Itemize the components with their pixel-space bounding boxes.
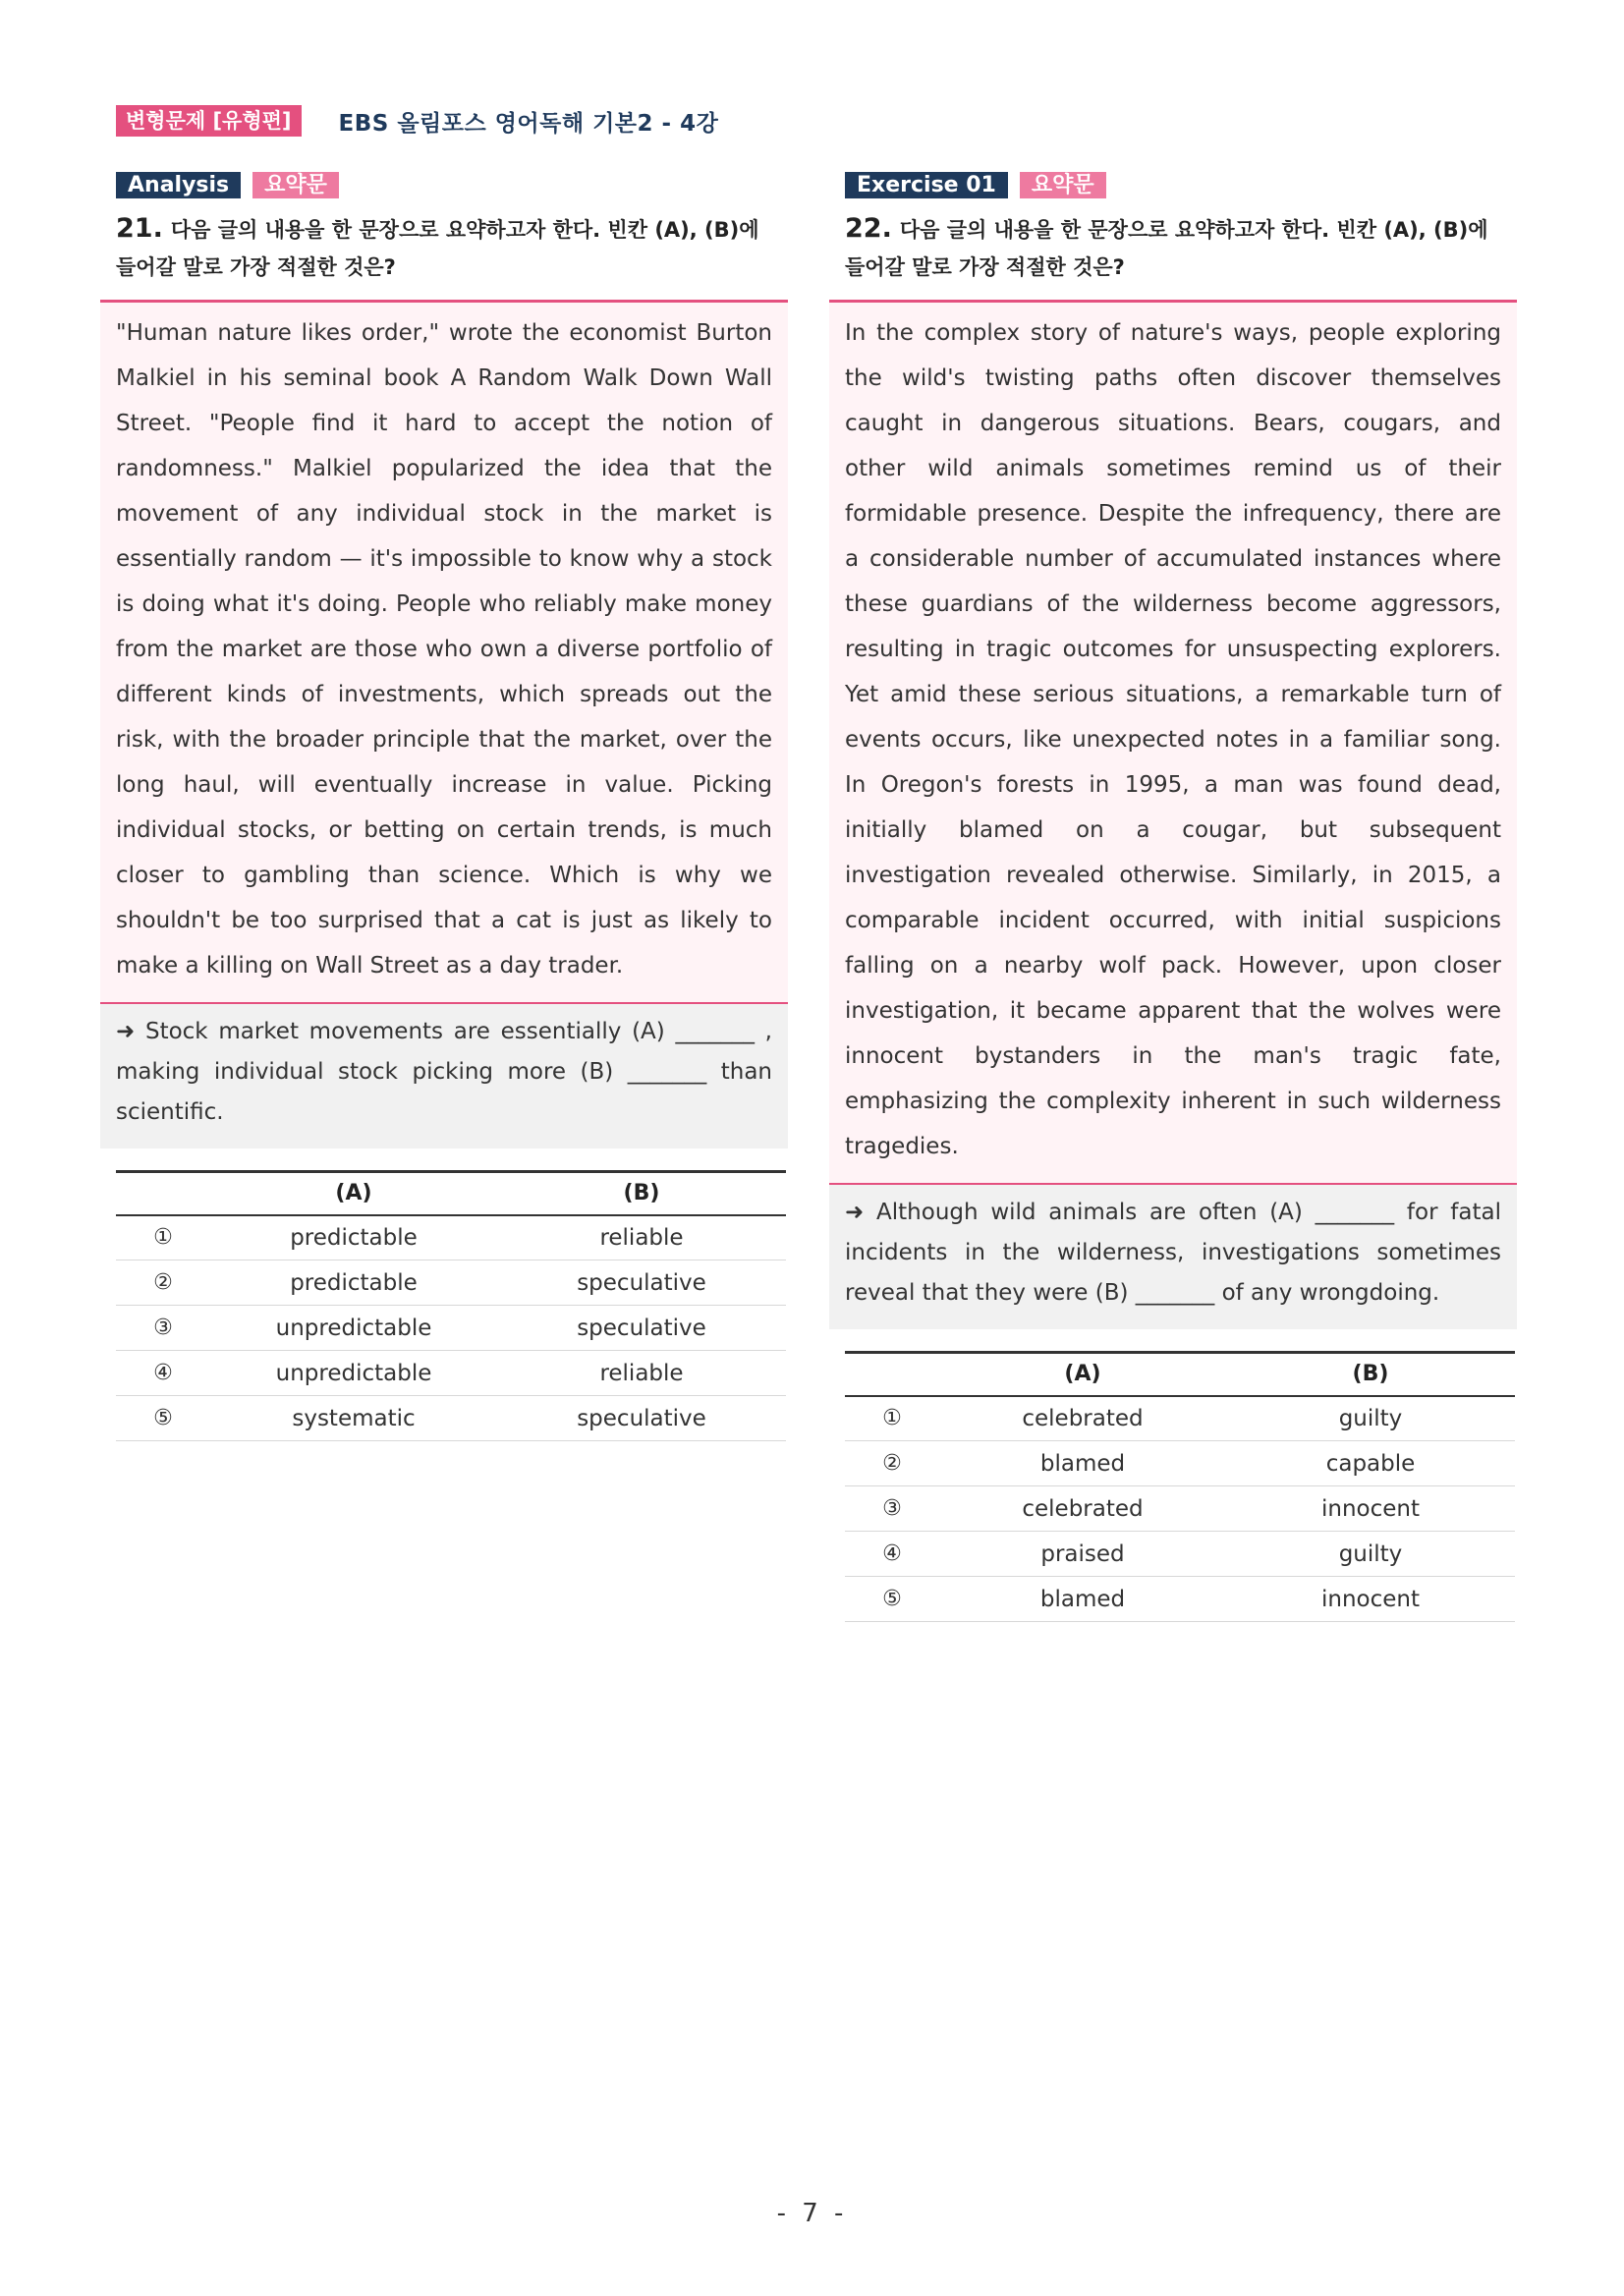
option-b: innocent: [1226, 1486, 1515, 1532]
passage-text: In the complex story of nature's ways, people exploring the wild's twisting paths often discover themselves caught in dangerous situations. Bears, cougars, and other wild animals sometimes remind us of their formidable presence. Despite the infrequency, there are a considerable number of accumulated instances where these guardians of the wilderness become aggressors, resulting in tragic outcomes for unsuspecting explorers. Yet amid these serious situations, a remarkable turn of events occurs, like unexpected notes in a familiar song. In Oregon's forests in 1995, a man was found dead, initially blamed on a cougar, but subsequent investigation revealed otherwise. Similarly, in 2015, a comparable incident occurred, with initial suspicions falling on a nearby wolf pack. However, upon closer investigation, it became apparent that the wolves were innocent bystanders in the man's tragic fate, emphasizing the complexity inherent in such wilderness tragedies.: [845, 320, 1501, 1159]
answer-option-5[interactable]: [116, 1396, 786, 1441]
table-header-row: [845, 1353, 1515, 1396]
option-b: innocent: [1226, 1577, 1515, 1622]
header-number: [116, 1172, 210, 1215]
option-b: guilty: [1226, 1532, 1515, 1577]
option-number: ④: [116, 1351, 210, 1396]
option-number: ②: [845, 1441, 939, 1486]
header-a: (A): [335, 1181, 372, 1206]
option-a: systematic: [210, 1396, 497, 1441]
summary-sentence: ➜ Stock market movements are essentially (A) _______ , making individual stock picking more (B) _______ than scientific.: [116, 1019, 772, 1125]
answer-option-5[interactable]: [845, 1577, 1515, 1622]
header-b: (B): [1352, 1362, 1389, 1387]
summary-box: [100, 1002, 788, 1148]
question-prompt: [845, 210, 1503, 286]
option-b: reliable: [497, 1351, 786, 1396]
answer-option-3[interactable]: [116, 1306, 786, 1351]
option-a: unpredictable: [210, 1351, 497, 1396]
option-a: unpredictable: [210, 1306, 497, 1351]
header-a: (A): [1064, 1362, 1101, 1387]
option-number: ③: [845, 1486, 939, 1532]
exercise-tag: Exercise 01: [845, 172, 1008, 198]
passage-text: "Human nature likes order," wrote the economist Burton Malkiel in his seminal book A Random Walk Down Wall Street. "People find it hard to accept the notion of randomness." Malkiel popularized the idea that the movement of any individual stock in the market is essentially random — it's impossible to know why a stock is doing what it's doing. People who reliably make money from the market are those who own a diverse portfolio of different kinds of investments, which spreads out the risk, with the broader principle that the market, over the long haul, will eventually increase in value. Picking individual stocks, or betting on certain trends, is much closer to gambling than science. Which is why we shouldn't be too surprised that a cat is just as likely to make a killing on Wall Street as a day trader.: [116, 320, 772, 979]
option-number: ①: [116, 1215, 210, 1260]
option-b: capable: [1226, 1441, 1515, 1486]
answer-option-4[interactable]: [116, 1351, 786, 1396]
question-number: 21.: [116, 213, 163, 244]
option-number: ②: [116, 1260, 210, 1306]
header-number: [845, 1353, 939, 1396]
section-badge: 변형문제 [유형편]: [116, 105, 302, 137]
question-tags: [845, 171, 1517, 198]
answer-choices-table: [845, 1351, 1515, 1622]
question-prompt: [116, 210, 774, 286]
option-number: ③: [116, 1306, 210, 1351]
option-b: speculative: [497, 1260, 786, 1306]
option-a: blamed: [939, 1577, 1226, 1622]
answer-option-1[interactable]: [845, 1396, 1515, 1441]
question-21-column: [100, 171, 788, 1441]
option-number: ①: [845, 1396, 939, 1441]
option-b: guilty: [1226, 1396, 1515, 1441]
question-tags: [116, 171, 788, 198]
answer-option-4[interactable]: [845, 1532, 1515, 1577]
page-title: EBS 올림포스 영어독해 기본2 - 4강: [338, 110, 719, 137]
summary-type-tag: 요약문: [252, 172, 339, 198]
question-text: 다음 글의 내용을 한 문장으로 요약하고자 한다. 빈칸 (A), (B)에 들어갈 말로 가장 적절한 것은?: [116, 218, 759, 279]
option-number: ⑤: [845, 1577, 939, 1622]
question-22-column: [829, 171, 1517, 1622]
answer-option-3[interactable]: [845, 1486, 1515, 1532]
answer-option-2[interactable]: [116, 1260, 786, 1306]
option-a: predictable: [210, 1215, 497, 1260]
option-a: blamed: [939, 1441, 1226, 1486]
option-a: celebrated: [939, 1486, 1226, 1532]
page-header: [116, 104, 718, 138]
option-number: ⑤: [116, 1396, 210, 1441]
option-b: speculative: [497, 1396, 786, 1441]
table-header-row: [116, 1172, 786, 1215]
passage-box: [829, 300, 1517, 1183]
option-a: predictable: [210, 1260, 497, 1306]
question-number: 22.: [845, 213, 892, 244]
option-a: celebrated: [939, 1396, 1226, 1441]
option-b: speculative: [497, 1306, 786, 1351]
answer-choices-table: [116, 1170, 786, 1441]
summary-type-tag: 요약문: [1020, 172, 1106, 198]
summary-box: [829, 1183, 1517, 1329]
header-b: (B): [623, 1181, 660, 1206]
answer-option-1[interactable]: [116, 1215, 786, 1260]
page-number: - 7 -: [776, 2199, 848, 2228]
summary-sentence: ➜ Although wild animals are often (A) _______ for fatal incidents in the wilderness, investigations sometimes reveal that they were (B) _______ of any wrongdoing.: [845, 1200, 1501, 1306]
analysis-tag: Analysis: [116, 172, 241, 198]
option-a: praised: [939, 1532, 1226, 1577]
answer-option-2[interactable]: [845, 1441, 1515, 1486]
passage-box: [100, 300, 788, 1002]
option-b: reliable: [497, 1215, 786, 1260]
question-text: 다음 글의 내용을 한 문장으로 요약하고자 한다. 빈칸 (A), (B)에 들어갈 말로 가장 적절한 것은?: [845, 218, 1488, 279]
option-number: ④: [845, 1532, 939, 1577]
